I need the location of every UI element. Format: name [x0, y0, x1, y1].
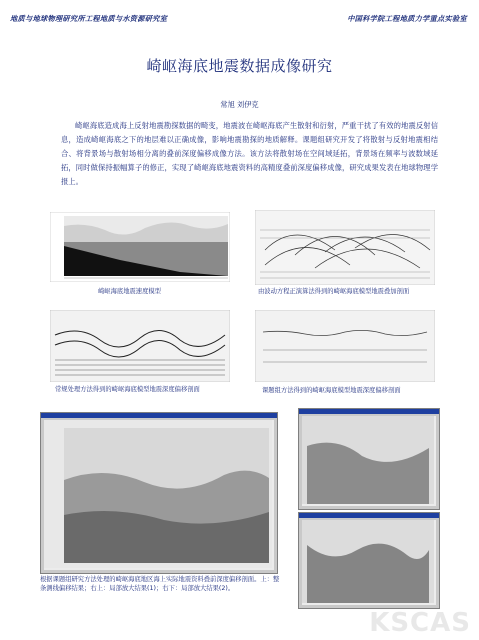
fig1-caption: 崎岖海底地震速度模型 — [98, 288, 161, 295]
main-window-body — [44, 420, 274, 570]
abstract-text: 崎岖海底造成海上反射地震勘探数据的畸变，地震波在崎岖海底产生散射和衍射，严重干扰了有效的地震反射信息，造成崎岖海底之下的地层难以正确成像，影响地震勘探的地质解释。课题组研究开发了将散射与反射地震相结合、将背景场与散射场相分离的叠前深度偏移成像方法。该方法将散射场在空间域延拓，背景场在频率与波数域延拓，同时做保持振幅算子的修正，实现了崎岖海底地震资料的高精度叠前深度偏移成像，研究成果发表在地球物理学报上。 — [61, 121, 438, 186]
conventional-migration-image — [50, 310, 230, 382]
velocity-model-figure — [50, 212, 230, 282]
fig2-caption: 由波动方程正演算法得到的崎岖海底模型地震叠加剖面 — [258, 288, 410, 295]
header-band — [0, 0, 479, 32]
zoom1-titlebar — [299, 409, 439, 414]
fig5-caption: 根据课题组研究方法处理的崎岖海底地区海上实际地震资料叠前深度偏移剖面。上：整条测线偏移结果；右上：局部放大结果(1)；右下：局部放大结果(2)。 — [40, 576, 280, 593]
real-data-main-window — [40, 412, 278, 574]
zoom2-body — [302, 520, 436, 605]
zoom2-image — [302, 520, 434, 603]
zoom1-image — [302, 416, 434, 504]
real-data-section-image — [44, 420, 272, 568]
zoom2-titlebar — [299, 513, 439, 518]
authors: 常旭 刘伊克 — [220, 100, 259, 109]
watermark: KSCAS — [369, 608, 471, 638]
main-window-titlebar — [41, 413, 277, 418]
new-method-migration-figure — [255, 310, 435, 382]
zoom-window-2 — [298, 512, 440, 609]
header-left-text: 地质与地球物理研究所工程地质与水资源研究室 — [10, 14, 168, 23]
fig4-caption: 课题组方法得到的崎岖海底模型地震深度偏移剖面 — [262, 387, 401, 394]
fig3-caption: 常规处理方法得到的崎岖海底模型地震深度偏移剖面 — [55, 386, 200, 393]
page-title: 崎岖海底地震数据成像研究 — [146, 57, 333, 75]
header-right-text: 中国科学院工程地质力学重点实验室 — [347, 14, 467, 23]
conventional-migration-figure — [50, 310, 230, 382]
stack-section-figure — [255, 210, 435, 285]
new-method-migration-image — [255, 310, 435, 382]
zoom-window-1 — [298, 408, 440, 510]
velocity-model-image — [50, 212, 230, 282]
zoom1-body — [302, 416, 436, 506]
stack-section-image — [255, 210, 435, 285]
